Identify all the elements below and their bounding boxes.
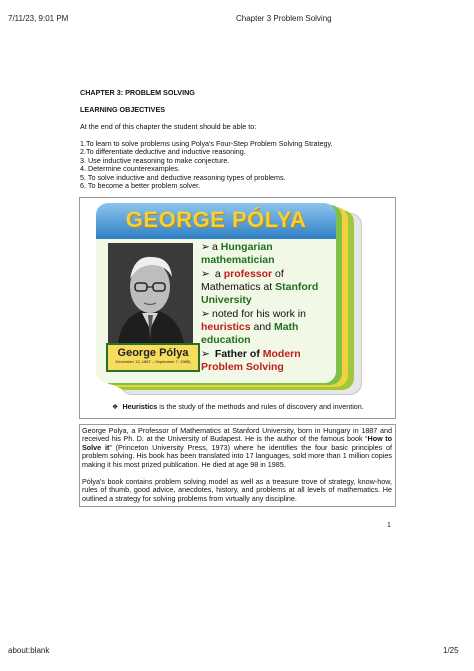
portrait-photo xyxy=(108,243,193,343)
print-title: Chapter 3 Problem Solving xyxy=(236,14,332,23)
objective-item: 1.To learn to solve problems using Polya's Four-Step Problem Solving Strategy. xyxy=(80,139,333,148)
portrait-caption xyxy=(106,343,200,372)
objectives-list xyxy=(80,140,333,190)
objectives-intro: At the end of this chapter the student should be able to: xyxy=(80,122,257,131)
slide-title: GEORGE PÓLYA xyxy=(125,207,307,232)
arrow-bullet-icon: ➢ xyxy=(201,241,210,253)
diamond-bullet-icon: ❖ xyxy=(112,402,119,411)
objective-item: 2.To differentiate deductive and inductive reasoning. xyxy=(80,147,246,157)
strategy-paragraph: Pólya's book contains problem solving model as well as a treasure trove of strategy, know-how, rules of thumb, good advice, anecdotes, history, and problems at all levels of mathematics. He outlined a strategy for solving problems from virtually any discipline. xyxy=(82,477,392,503)
arrow-bullet-icon: ➢ xyxy=(201,348,210,360)
arrow-bullet-icon: ➢ xyxy=(201,308,210,320)
slide-facts xyxy=(201,241,336,375)
page-number: 1 xyxy=(387,522,391,529)
heuristics-definition: ❖ Heuristics is the study of the methods and rules of discovery and invention. xyxy=(112,402,364,411)
caption-dates: December 13, 1887 – September 7, 1985) xyxy=(115,359,191,364)
objective-item: 4. Determine counterexamples. xyxy=(80,164,180,174)
chapter-title: CHAPTER 3: PROBLEM SOLVING xyxy=(80,88,195,97)
objective-item: 5. To solve inductive and deductive reasoning types of problems. xyxy=(80,172,286,182)
objective-item: 3. Use inductive reasoning to make conjecture. xyxy=(80,155,230,165)
book-title: How to Solve it xyxy=(82,434,393,452)
print-datetime: 7/11/23, 9:01 PM xyxy=(8,14,69,23)
learning-objectives-heading: LEARNING OBJECTIVES xyxy=(80,105,166,114)
fact-father: ➢ Father of Modern Problem Solving xyxy=(201,348,301,373)
fact-heuristics: ➢ noted for his work in heuristics and Math education xyxy=(201,308,306,346)
footer-pages: 1/25 xyxy=(443,646,459,655)
biography-paragraph: George Polya, a Professor of Mathematics at Stanford University, born in Hungary in 1887 and received his Ph. D. at the University of Budapest. He is the author of the famous book “How to Solve it” (Princeton University Press, 1973) where he identifies the four basic principles of problem solving. His book has been translated into 17 languages, sold more than 1 million copies making it his most prized publication. He died at age 98 in 1985. xyxy=(82,426,393,469)
footer-url: about:blank xyxy=(8,646,50,655)
arrow-bullet-icon: ➢ xyxy=(201,268,210,280)
polya-slide xyxy=(96,203,359,388)
fact-hungarian: ➢ a Hungarian mathematician xyxy=(201,241,275,266)
objective-item: 6. To become a better problem solver. xyxy=(80,181,201,191)
caption-name: George Pólya xyxy=(117,347,189,359)
fact-professor: ➢ a professor of Mathematics at Stanford University xyxy=(201,268,319,306)
slide-main-card xyxy=(96,203,336,383)
